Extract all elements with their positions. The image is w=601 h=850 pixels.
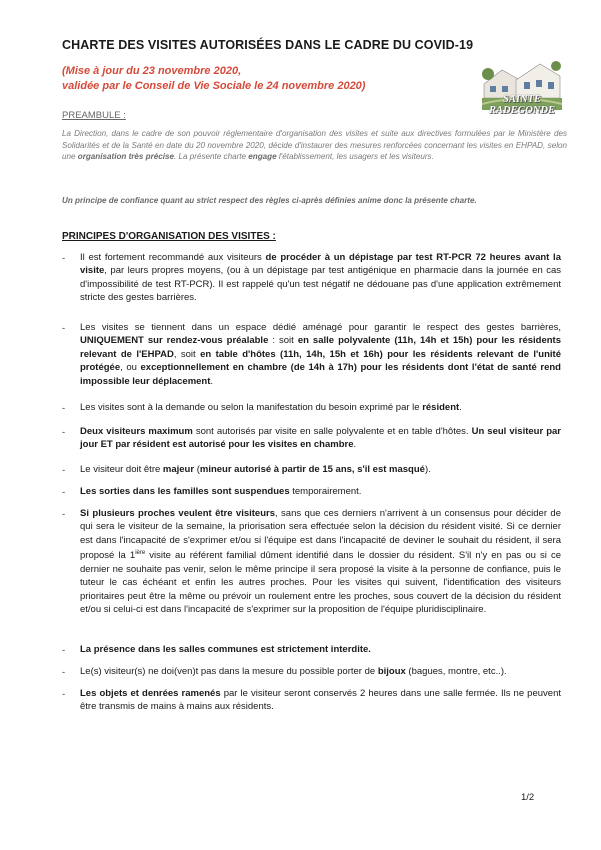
item-text: . <box>210 375 214 387</box>
validation-note: validée par le Conseil de Vie Sociale le 24 novembre 2020) <box>62 80 366 92</box>
list-item <box>80 321 561 388</box>
item-text: Le(s) visiteur(s) ne doi(ven)t pas dans la mesure du possible porter de <box>80 666 378 677</box>
section-title: PRINCIPES D'ORGANISATION DES VISITES : <box>62 231 276 242</box>
list-item <box>80 665 561 678</box>
preamble-text: l'établissement, les usagers et les visiteurs. <box>276 152 434 161</box>
item-text: . <box>459 402 462 413</box>
item-text: ). <box>424 464 431 475</box>
item-emphasis: Les sorties dans les familles sont suspendues <box>80 486 290 497</box>
bullet-dash: - <box>62 509 66 520</box>
item-emphasis: Si plusieurs proches veulent être visiteurs <box>80 508 275 519</box>
item-text: par le visiteur seront conservés 2 heures dans une salle fermée. Ils ne peuvent être transmis de mains à mains aux résidents. <box>80 688 561 713</box>
bullet-dash: - <box>62 253 66 264</box>
preamble-label: PREAMBULE : <box>62 110 126 121</box>
item-emphasis: Deux visiteurs maximum <box>80 426 193 437</box>
item-text: , sans que ces derniers n'arrivent à un consensus pour décider de qui sera le visiteur de la semaine, la priorisation sera effectuée selon la décision du résident visité. Si ce dernier est dans l'incapacité de s'exprimer et/ou si l'équipe est dans l'incapacité de deviner le souhait du résident, il sera proposé la 1 <box>80 508 561 562</box>
item-text: , ou <box>120 362 141 374</box>
list-item <box>80 643 561 656</box>
bullet-dash: - <box>62 323 66 334</box>
item-emphasis: La présence dans les salles communes est strictement interdite. <box>80 644 371 655</box>
item-emphasis: exceptionnellement en chambre (de 14h à 17h) pour les résidents dont l'état de santé rend impossible leur déplacement <box>80 362 561 387</box>
item-text: (bagues, montre, etc..). <box>405 666 507 677</box>
item-text: : soit <box>268 335 298 347</box>
update-note <box>62 64 365 94</box>
preamble-emphasis: organisation très précise <box>77 152 175 161</box>
item-text: , par leurs propres moyens, (ou à un dépistage par test antigénique en pharmacie dans la journée en cas d'impossibilité de test RT-PCR). Il est rappelé qu'un test négatif ne dédouane pas d'une application extrêmement stricte des gestes barrières. <box>80 265 561 304</box>
item-text: , soit <box>173 348 201 360</box>
bullet-dash: - <box>62 465 66 476</box>
list-item <box>80 463 561 476</box>
item-text: Les visites sont à la demande ou selon la manifestation du besoin exprimé par le <box>80 402 423 413</box>
item-emphasis: Les objets et denrées ramenés <box>80 688 221 699</box>
document-title: CHARTE DES VISITES AUTORISÉES DANS LE CADRE DU COVID-19 <box>62 38 474 52</box>
item-text: ( <box>194 464 200 475</box>
page-number: 1/2 <box>521 792 535 803</box>
bullet-dash: - <box>62 645 66 656</box>
preamble-text: La Direction, dans le cadre de son pouvoir réglementaire d'organisation des visites et suite aux directives formulées par le Ministère des Solidarités et de la Santé en date du 20 novembre 2020, décide d'instaurer des mesures renforcées concernant les visites en EHPAD, selon une <box>62 129 567 161</box>
item-emphasis: mineur autorisé à partir de 15 ans, s'il est masqué <box>199 464 425 475</box>
preamble-paragraph <box>62 128 567 163</box>
item-emphasis: Un seul visiteur par jour ET par résident est autorisé pour les visites en chambre <box>80 426 561 451</box>
bullet-dash: - <box>62 403 66 414</box>
confidence-principle: Un principe de confiance quant au strict respect des règles ci-après définies anime donc la présente charte. <box>62 196 477 205</box>
item-text: Les visites se tiennent dans un espace dédié aménagé pour garantir le respect des gestes barrières, <box>80 322 561 333</box>
item-emphasis: de procéder à un dépistage par test RT-PCR 72 heures avant la visite <box>80 252 561 277</box>
superscript: ière <box>135 550 146 557</box>
item-emphasis: bijoux <box>377 666 406 677</box>
preamble-text: . La présente charte <box>174 152 249 161</box>
item-text: visite au référent familial dûment identifié dans le dossier du résident. S'il n'y en pas ou si ce dernier ne souhaite pas venir, selon le même principe il sera proposé la visite à la personne de confiance, puis le tuteur le cas échéant et enfin les autres proches. Pour les visites qui suivent, l'identification des visiteurs prioritaires peut être la même ou prévoir un roulement entre les proches, sous couvert de la décision du résident et/ou si celui-ci est dans l'incapacité de s'exprimer sur la proposition de l'équipe pluridisciplinaire. <box>80 550 562 615</box>
bullet-dash: - <box>62 689 66 700</box>
item-text: Il est fortement recommandé aux visiteurs <box>80 252 266 263</box>
item-text: sont autorisés par visite en salle polyvalente et en table d'hôtes. <box>192 426 472 437</box>
item-emphasis: majeur <box>162 464 195 475</box>
list-item <box>80 251 561 305</box>
preamble-emphasis: engage <box>248 152 277 161</box>
ehpad-logo <box>482 50 562 116</box>
bullet-dash: - <box>62 487 66 498</box>
bullet-dash: - <box>62 427 66 438</box>
item-emphasis: en salle polyvalente (11h, 14h et 15h) pour les résidents relevant de l'EHPAD <box>80 335 561 360</box>
item-emphasis: en table d'hôtes (11h, 14h, 15h et 16h) pour les résidents relevant de l'unité protégée <box>80 348 561 374</box>
list-item <box>80 425 561 452</box>
item-text: . <box>353 439 357 451</box>
item-text: temporairement. <box>289 486 362 497</box>
list-item <box>80 485 561 498</box>
item-emphasis: UNIQUEMENT sur rendez-vous préalable <box>80 335 269 347</box>
item-emphasis: résident <box>422 402 460 413</box>
list-item <box>80 401 561 414</box>
logo-text: SAINTE RADEGONDE <box>489 94 555 116</box>
item-text: Le visiteur doit être <box>80 464 163 475</box>
list-item <box>80 687 561 714</box>
list-item <box>80 507 561 616</box>
update-date: (Mise à jour du 23 novembre 2020, <box>62 65 242 77</box>
bullet-dash: - <box>62 667 66 678</box>
